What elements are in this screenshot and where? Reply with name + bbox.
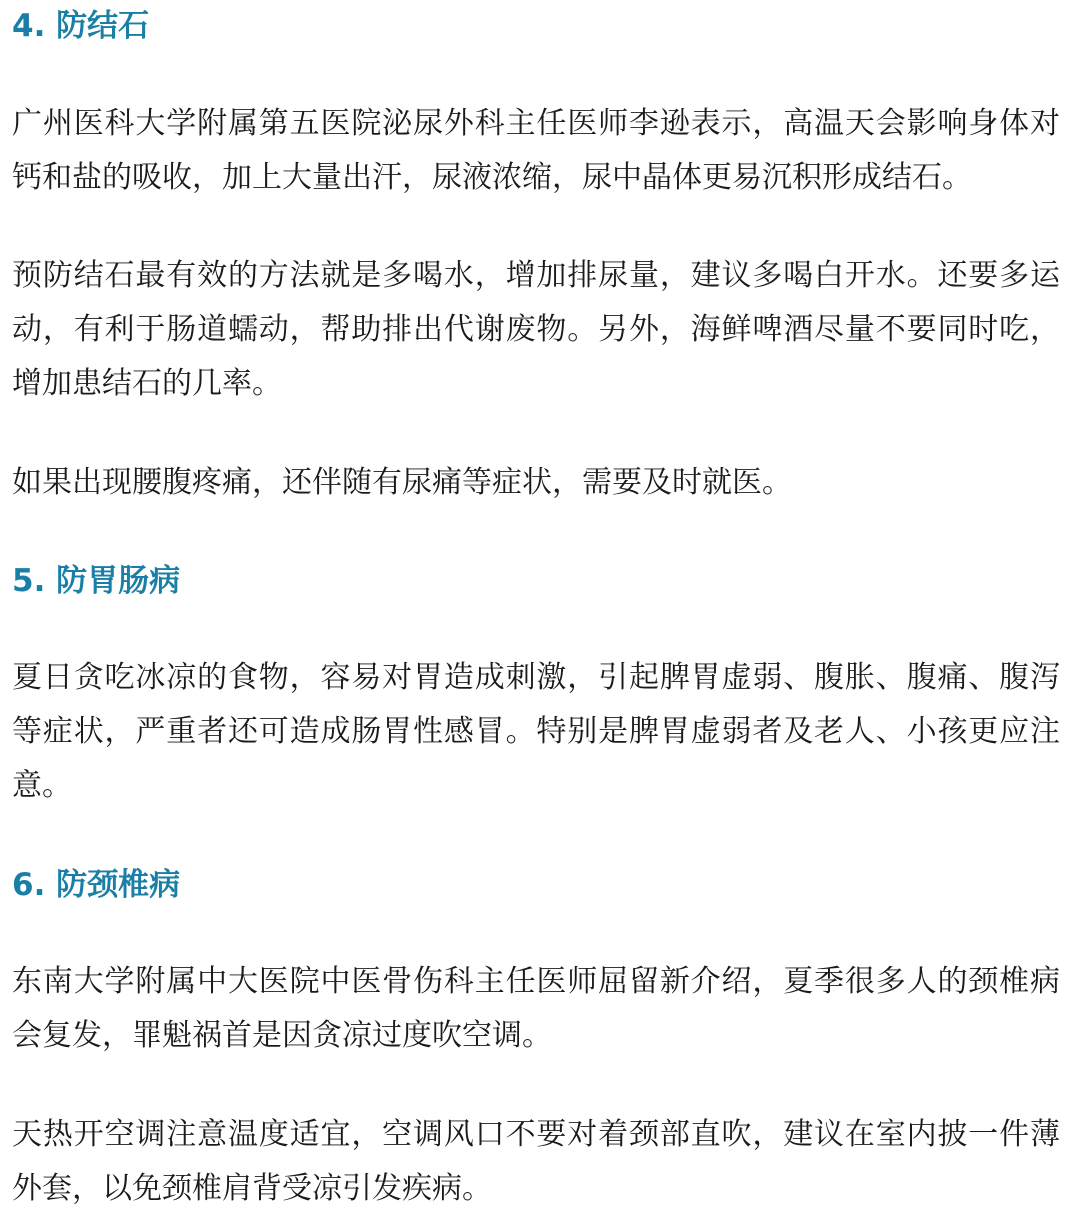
section-heading-cervical-spine: 6. 防颈椎病 bbox=[12, 867, 181, 903]
paragraph-kidney-stones-symptoms: 如果出现腰腹疼痛，还伴随有尿痛等症状，需要及时就医。 bbox=[12, 465, 792, 500]
paragraph-cervical-spine-advice: 天热开空调注意温度适宜，空调风口不要对着颈部直吹，建议在室内披一件薄外套，以免颈椎肩背受凉引发疾病。 bbox=[12, 1117, 1060, 1206]
section-heading-gastrointestinal: 5. 防胃肠病 bbox=[12, 563, 181, 599]
paragraph-kidney-stones-cause: 广州医科大学附属第五医院泌尿外科主任医师李逊表示，高温天会影响身体对钙和盐的吸收，加上大量出汗，尿液浓缩，尿中晶体更易沉积形成结石。 bbox=[12, 106, 1060, 195]
paragraph-cervical-spine-cause: 东南大学附属中大医院中医骨伤科主任医师屈留新介绍，夏季很多人的颈椎病会复发，罪魁祸首是因贪凉过度吹空调。 bbox=[12, 964, 1060, 1053]
section-heading-kidney-stones: 4. 防结石 bbox=[12, 8, 150, 44]
paragraph-gastrointestinal: 夏日贪吃冰凉的食物，容易对胃造成刺激，引起脾胃虚弱、腹胀、腹痛、腹泻等症状，严重者还可造成肠胃性感冒。特别是脾胃虚弱者及老人、小孩更应注意。 bbox=[12, 660, 1060, 803]
paragraph-kidney-stones-prevention: 预防结石最有效的方法就是多喝水，增加排尿量，建议多喝白开水。还要多运动，有利于肠道蠕动，帮助排出代谢废物。另外，海鲜啤酒尽量不要同时吃，增加患结石的几率。 bbox=[12, 258, 1060, 401]
